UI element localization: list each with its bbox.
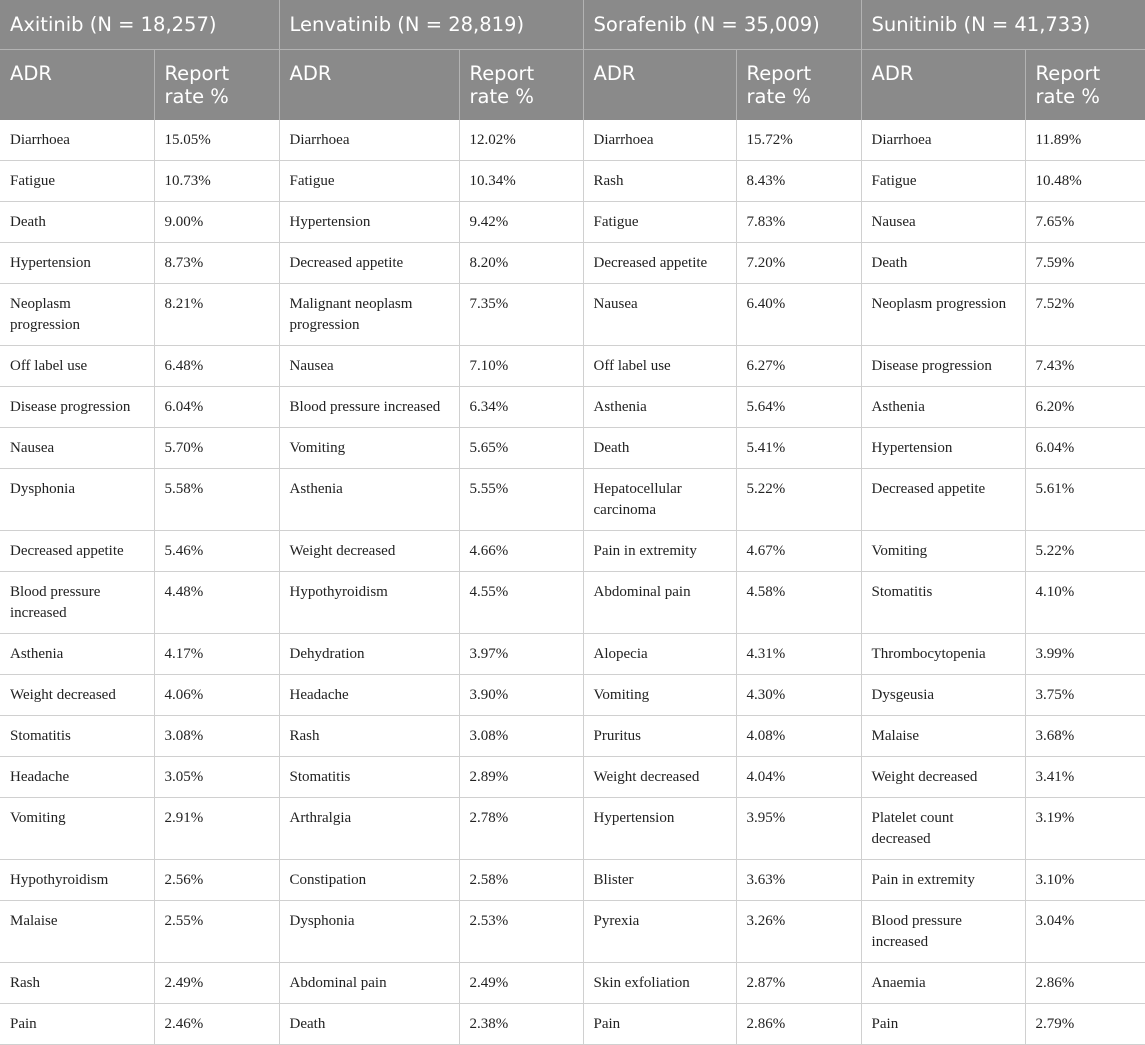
report-rate-cell: 4.17% bbox=[154, 633, 279, 674]
adr-name-cell: Constipation bbox=[279, 859, 459, 900]
report-rate-cell: 3.08% bbox=[154, 715, 279, 756]
column-header-row bbox=[0, 50, 1145, 120]
table-row bbox=[0, 674, 1145, 715]
report-rate-cell: 5.55% bbox=[459, 468, 583, 530]
table-row bbox=[0, 386, 1145, 427]
report-rate-cell: 12.02% bbox=[459, 120, 583, 161]
report-rate-cell: 2.38% bbox=[459, 1003, 583, 1044]
adr-name-cell: Weight decreased bbox=[0, 674, 154, 715]
column-header-adr: ADR bbox=[0, 50, 154, 120]
table-row bbox=[0, 283, 1145, 345]
drug-header-sunitinib: Sunitinib (N = 41,733) bbox=[861, 0, 1145, 50]
adr-name-cell: Malaise bbox=[0, 900, 154, 962]
adr-name-cell: Pain bbox=[0, 1003, 154, 1044]
report-rate-cell: 5.58% bbox=[154, 468, 279, 530]
report-rate-cell: 4.58% bbox=[736, 571, 861, 633]
report-rate-cell: 2.49% bbox=[154, 962, 279, 1003]
column-header-adr: ADR bbox=[583, 50, 736, 120]
adr-name-cell: Hypertension bbox=[861, 427, 1025, 468]
adr-name-cell: Dysgeusia bbox=[861, 674, 1025, 715]
adr-name-cell: Death bbox=[279, 1003, 459, 1044]
adr-name-cell: Fatigue bbox=[279, 160, 459, 201]
report-rate-cell: 4.67% bbox=[736, 530, 861, 571]
report-rate-cell: 5.46% bbox=[154, 530, 279, 571]
adr-name-cell: Pain bbox=[583, 1003, 736, 1044]
adr-name-cell: Arthralgia bbox=[279, 797, 459, 859]
report-rate-cell: 7.59% bbox=[1025, 242, 1145, 283]
report-rate-cell: 7.20% bbox=[736, 242, 861, 283]
column-header-rate: Report rate % bbox=[1025, 50, 1145, 120]
adr-name-cell: Rash bbox=[0, 962, 154, 1003]
report-rate-cell: 4.66% bbox=[459, 530, 583, 571]
adr-name-cell: Vomiting bbox=[583, 674, 736, 715]
adr-name-cell: Off label use bbox=[583, 345, 736, 386]
report-rate-cell: 2.46% bbox=[154, 1003, 279, 1044]
adr-name-cell: Blood pressure increased bbox=[0, 571, 154, 633]
report-rate-cell: 7.35% bbox=[459, 283, 583, 345]
adr-name-cell: Off label use bbox=[0, 345, 154, 386]
report-rate-cell: 3.04% bbox=[1025, 900, 1145, 962]
adr-name-cell: Hypertension bbox=[0, 242, 154, 283]
adr-name-cell: Diarrhoea bbox=[279, 120, 459, 161]
adr-name-cell: Diarrhoea bbox=[0, 120, 154, 161]
adr-name-cell: Pain in extremity bbox=[861, 859, 1025, 900]
table-row bbox=[0, 427, 1145, 468]
adr-name-cell: Death bbox=[0, 201, 154, 242]
adr-name-cell: Blood pressure increased bbox=[279, 386, 459, 427]
report-rate-cell: 4.06% bbox=[154, 674, 279, 715]
adr-name-cell: Dysphonia bbox=[279, 900, 459, 962]
adr-name-cell: Anaemia bbox=[861, 962, 1025, 1003]
adr-name-cell: Headache bbox=[0, 756, 154, 797]
table-row bbox=[0, 571, 1145, 633]
table-row bbox=[0, 1003, 1145, 1044]
report-rate-cell: 5.22% bbox=[736, 468, 861, 530]
report-rate-cell: 5.41% bbox=[736, 427, 861, 468]
adr-name-cell: Pyrexia bbox=[583, 900, 736, 962]
adr-name-cell: Dysphonia bbox=[0, 468, 154, 530]
table-body bbox=[0, 120, 1145, 1045]
report-rate-cell: 3.75% bbox=[1025, 674, 1145, 715]
report-rate-cell: 3.08% bbox=[459, 715, 583, 756]
adr-name-cell: Rash bbox=[583, 160, 736, 201]
report-rate-cell: 4.30% bbox=[736, 674, 861, 715]
drug-header-lenvatinib: Lenvatinib (N = 28,819) bbox=[279, 0, 583, 50]
column-header-adr: ADR bbox=[279, 50, 459, 120]
table-row bbox=[0, 756, 1145, 797]
drug-header-axitinib: Axitinib (N = 18,257) bbox=[0, 0, 279, 50]
report-rate-cell: 5.70% bbox=[154, 427, 279, 468]
adr-name-cell: Stomatitis bbox=[279, 756, 459, 797]
table-row bbox=[0, 160, 1145, 201]
report-rate-cell: 2.56% bbox=[154, 859, 279, 900]
report-rate-cell: 2.86% bbox=[1025, 962, 1145, 1003]
adr-name-cell: Abdominal pain bbox=[583, 571, 736, 633]
report-rate-cell: 3.68% bbox=[1025, 715, 1145, 756]
adr-name-cell: Decreased appetite bbox=[0, 530, 154, 571]
report-rate-cell: 3.90% bbox=[459, 674, 583, 715]
adr-name-cell: Malaise bbox=[861, 715, 1025, 756]
adr-name-cell: Thrombocytopenia bbox=[861, 633, 1025, 674]
drug-header-row bbox=[0, 0, 1145, 50]
adr-name-cell: Fatigue bbox=[583, 201, 736, 242]
table-row bbox=[0, 242, 1145, 283]
report-rate-cell: 6.27% bbox=[736, 345, 861, 386]
report-rate-cell: 2.86% bbox=[736, 1003, 861, 1044]
report-rate-cell: 3.41% bbox=[1025, 756, 1145, 797]
report-rate-cell: 2.87% bbox=[736, 962, 861, 1003]
report-rate-cell: 5.61% bbox=[1025, 468, 1145, 530]
column-header-rate: Report rate % bbox=[736, 50, 861, 120]
adr-name-cell: Disease progression bbox=[0, 386, 154, 427]
report-rate-cell: 2.91% bbox=[154, 797, 279, 859]
table-row bbox=[0, 120, 1145, 161]
report-rate-cell: 5.22% bbox=[1025, 530, 1145, 571]
column-header-rate: Report rate % bbox=[154, 50, 279, 120]
adr-name-cell: Death bbox=[583, 427, 736, 468]
table-row bbox=[0, 633, 1145, 674]
adr-name-cell: Pain in extremity bbox=[583, 530, 736, 571]
report-rate-cell: 7.65% bbox=[1025, 201, 1145, 242]
adr-name-cell: Abdominal pain bbox=[279, 962, 459, 1003]
adr-name-cell: Diarrhoea bbox=[583, 120, 736, 161]
adr-name-cell: Blister bbox=[583, 859, 736, 900]
adr-name-cell: Neoplasm progression bbox=[861, 283, 1025, 345]
table-row bbox=[0, 530, 1145, 571]
report-rate-cell: 11.89% bbox=[1025, 120, 1145, 161]
adr-name-cell: Headache bbox=[279, 674, 459, 715]
report-rate-cell: 2.58% bbox=[459, 859, 583, 900]
adr-name-cell: Vomiting bbox=[0, 797, 154, 859]
table-row bbox=[0, 201, 1145, 242]
adr-name-cell: Malignant neoplasm progression bbox=[279, 283, 459, 345]
report-rate-cell: 3.05% bbox=[154, 756, 279, 797]
column-header-rate: Report rate % bbox=[459, 50, 583, 120]
column-header-adr: ADR bbox=[861, 50, 1025, 120]
adr-name-cell: Hypertension bbox=[279, 201, 459, 242]
report-rate-cell: 2.79% bbox=[1025, 1003, 1145, 1044]
report-rate-cell: 5.64% bbox=[736, 386, 861, 427]
report-rate-cell: 3.19% bbox=[1025, 797, 1145, 859]
report-rate-cell: 6.04% bbox=[154, 386, 279, 427]
adr-name-cell: Asthenia bbox=[583, 386, 736, 427]
report-rate-cell: 4.08% bbox=[736, 715, 861, 756]
table-row bbox=[0, 900, 1145, 962]
report-rate-cell: 6.48% bbox=[154, 345, 279, 386]
report-rate-cell: 4.55% bbox=[459, 571, 583, 633]
report-rate-cell: 3.97% bbox=[459, 633, 583, 674]
adr-name-cell: Asthenia bbox=[0, 633, 154, 674]
adr-name-cell: Nausea bbox=[583, 283, 736, 345]
report-rate-cell: 15.72% bbox=[736, 120, 861, 161]
adr-name-cell: Asthenia bbox=[861, 386, 1025, 427]
report-rate-cell: 2.53% bbox=[459, 900, 583, 962]
adr-name-cell: Hepatocellular carcinoma bbox=[583, 468, 736, 530]
report-rate-cell: 9.42% bbox=[459, 201, 583, 242]
adr-name-cell: Decreased appetite bbox=[279, 242, 459, 283]
adr-name-cell: Rash bbox=[279, 715, 459, 756]
adr-name-cell: Diarrhoea bbox=[861, 120, 1025, 161]
adr-name-cell: Weight decreased bbox=[279, 530, 459, 571]
adr-name-cell: Fatigue bbox=[861, 160, 1025, 201]
report-rate-cell: 3.63% bbox=[736, 859, 861, 900]
report-rate-cell: 8.43% bbox=[736, 160, 861, 201]
adr-name-cell: Weight decreased bbox=[583, 756, 736, 797]
adr-name-cell: Vomiting bbox=[279, 427, 459, 468]
table-row bbox=[0, 962, 1145, 1003]
report-rate-cell: 4.48% bbox=[154, 571, 279, 633]
report-rate-cell: 3.26% bbox=[736, 900, 861, 962]
table-row bbox=[0, 715, 1145, 756]
adr-name-cell: Vomiting bbox=[861, 530, 1025, 571]
adr-name-cell: Nausea bbox=[0, 427, 154, 468]
report-rate-cell: 3.95% bbox=[736, 797, 861, 859]
table-row bbox=[0, 468, 1145, 530]
table-row bbox=[0, 345, 1145, 386]
report-rate-cell: 7.83% bbox=[736, 201, 861, 242]
adr-name-cell: Platelet count decreased bbox=[861, 797, 1025, 859]
report-rate-cell: 4.31% bbox=[736, 633, 861, 674]
adr-name-cell: Decreased appetite bbox=[583, 242, 736, 283]
report-rate-cell: 4.10% bbox=[1025, 571, 1145, 633]
report-rate-cell: 6.20% bbox=[1025, 386, 1145, 427]
adr-name-cell: Weight decreased bbox=[861, 756, 1025, 797]
table-row bbox=[0, 859, 1145, 900]
adr-name-cell: Disease progression bbox=[861, 345, 1025, 386]
adr-name-cell: Blood pressure increased bbox=[861, 900, 1025, 962]
report-rate-cell: 3.99% bbox=[1025, 633, 1145, 674]
report-rate-cell: 9.00% bbox=[154, 201, 279, 242]
report-rate-cell: 5.65% bbox=[459, 427, 583, 468]
report-rate-cell: 2.49% bbox=[459, 962, 583, 1003]
report-rate-cell: 8.20% bbox=[459, 242, 583, 283]
report-rate-cell: 6.04% bbox=[1025, 427, 1145, 468]
report-rate-cell: 10.34% bbox=[459, 160, 583, 201]
adr-name-cell: Asthenia bbox=[279, 468, 459, 530]
report-rate-cell: 7.10% bbox=[459, 345, 583, 386]
adr-name-cell: Decreased appetite bbox=[861, 468, 1025, 530]
adr-name-cell: Nausea bbox=[861, 201, 1025, 242]
report-rate-cell: 2.55% bbox=[154, 900, 279, 962]
adr-name-cell: Death bbox=[861, 242, 1025, 283]
report-rate-cell: 8.73% bbox=[154, 242, 279, 283]
table-row bbox=[0, 797, 1145, 859]
report-rate-cell: 10.73% bbox=[154, 160, 279, 201]
report-rate-cell: 6.40% bbox=[736, 283, 861, 345]
adr-name-cell: Dehydration bbox=[279, 633, 459, 674]
adr-name-cell: Hypothyroidism bbox=[279, 571, 459, 633]
report-rate-cell: 15.05% bbox=[154, 120, 279, 161]
report-rate-cell: 8.21% bbox=[154, 283, 279, 345]
adr-name-cell: Skin exfoliation bbox=[583, 962, 736, 1003]
adr-name-cell: Pruritus bbox=[583, 715, 736, 756]
adr-name-cell: Neoplasm progression bbox=[0, 283, 154, 345]
report-rate-cell: 2.78% bbox=[459, 797, 583, 859]
adr-name-cell: Nausea bbox=[279, 345, 459, 386]
adr-name-cell: Stomatitis bbox=[0, 715, 154, 756]
report-rate-cell: 7.43% bbox=[1025, 345, 1145, 386]
report-rate-cell: 6.34% bbox=[459, 386, 583, 427]
report-rate-cell: 3.10% bbox=[1025, 859, 1145, 900]
adr-name-cell: Pain bbox=[861, 1003, 1025, 1044]
report-rate-cell: 2.89% bbox=[459, 756, 583, 797]
adr-name-cell: Fatigue bbox=[0, 160, 154, 201]
report-rate-cell: 4.04% bbox=[736, 756, 861, 797]
report-rate-cell: 7.52% bbox=[1025, 283, 1145, 345]
adr-name-cell: Alopecia bbox=[583, 633, 736, 674]
adr-name-cell: Hypertension bbox=[583, 797, 736, 859]
adr-name-cell: Hypothyroidism bbox=[0, 859, 154, 900]
report-rate-cell: 10.48% bbox=[1025, 160, 1145, 201]
adr-name-cell: Stomatitis bbox=[861, 571, 1025, 633]
drug-header-sorafenib: Sorafenib (N = 35,009) bbox=[583, 0, 861, 50]
